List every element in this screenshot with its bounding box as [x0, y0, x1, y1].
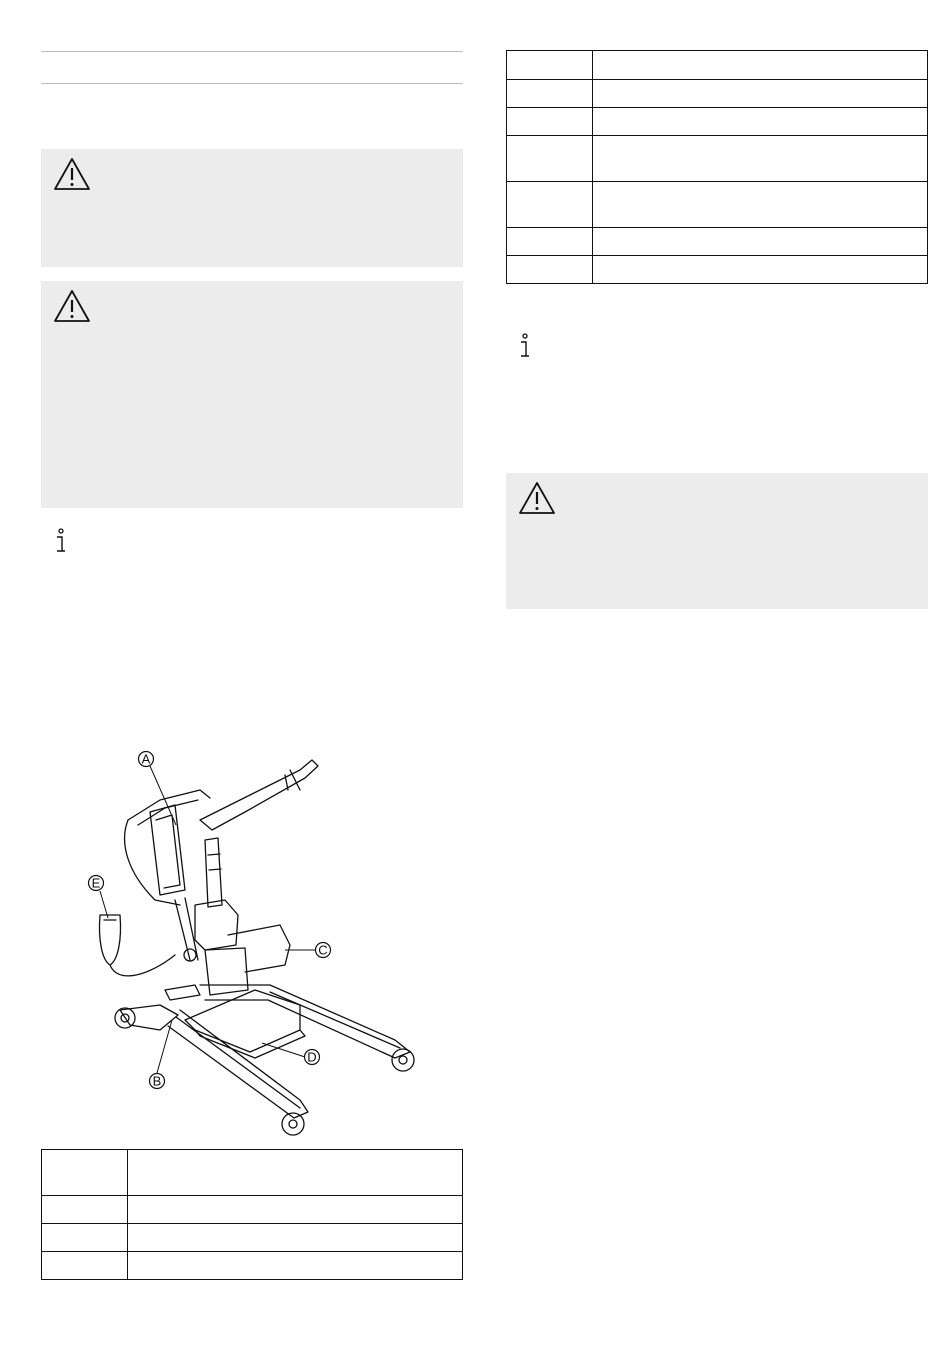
warning-triangle-icon — [53, 157, 91, 191]
table-cell-key — [507, 80, 593, 108]
table-row — [507, 182, 928, 228]
table-cell-key — [42, 1252, 128, 1280]
info-icon — [54, 528, 68, 554]
warning-box-3 — [506, 473, 928, 609]
table-cell-key — [42, 1150, 128, 1196]
specification-table — [506, 50, 928, 284]
table-cell-key — [507, 228, 593, 256]
table-row — [507, 108, 928, 136]
table-row — [42, 1150, 463, 1196]
table-cell-key — [507, 182, 593, 228]
callout-d-label: D — [307, 1049, 317, 1065]
table-row — [507, 80, 928, 108]
table-cell-key — [507, 136, 593, 182]
table-row — [507, 136, 928, 182]
table-cell-value — [593, 182, 928, 228]
callout-c-label: C — [318, 942, 328, 958]
header-rule-top — [41, 51, 463, 52]
patient-lift-illustration — [80, 745, 430, 1140]
table-row — [507, 256, 928, 284]
table-cell-value — [593, 228, 928, 256]
table-cell-value — [128, 1252, 463, 1280]
table-cell-value — [593, 256, 928, 284]
table-cell-key — [507, 51, 593, 80]
table-cell-key — [507, 108, 593, 136]
table-cell-value — [128, 1196, 463, 1224]
component-table — [41, 1149, 463, 1280]
header-rule-bottom — [41, 83, 463, 84]
warning-triangle-icon — [53, 289, 91, 323]
warning-box-1 — [41, 149, 463, 267]
table-cell-value — [593, 136, 928, 182]
table-row — [42, 1224, 463, 1252]
callout-e-label: E — [91, 875, 101, 891]
table-cell-key — [507, 256, 593, 284]
info-icon — [518, 333, 532, 359]
warning-triangle-icon — [518, 481, 556, 515]
warning-box-2 — [41, 281, 463, 508]
table-row — [507, 51, 928, 80]
callout-b-label: B — [152, 1073, 162, 1089]
table-row — [507, 228, 928, 256]
table-cell-key — [42, 1196, 128, 1224]
callout-a-label: A — [141, 751, 151, 767]
table-row — [42, 1252, 463, 1280]
table-cell-key — [42, 1224, 128, 1252]
table-row — [42, 1196, 463, 1224]
table-cell-value — [593, 51, 928, 80]
table-cell-value — [593, 108, 928, 136]
table-cell-value — [128, 1224, 463, 1252]
table-cell-value — [593, 80, 928, 108]
table-cell-value — [128, 1150, 463, 1196]
